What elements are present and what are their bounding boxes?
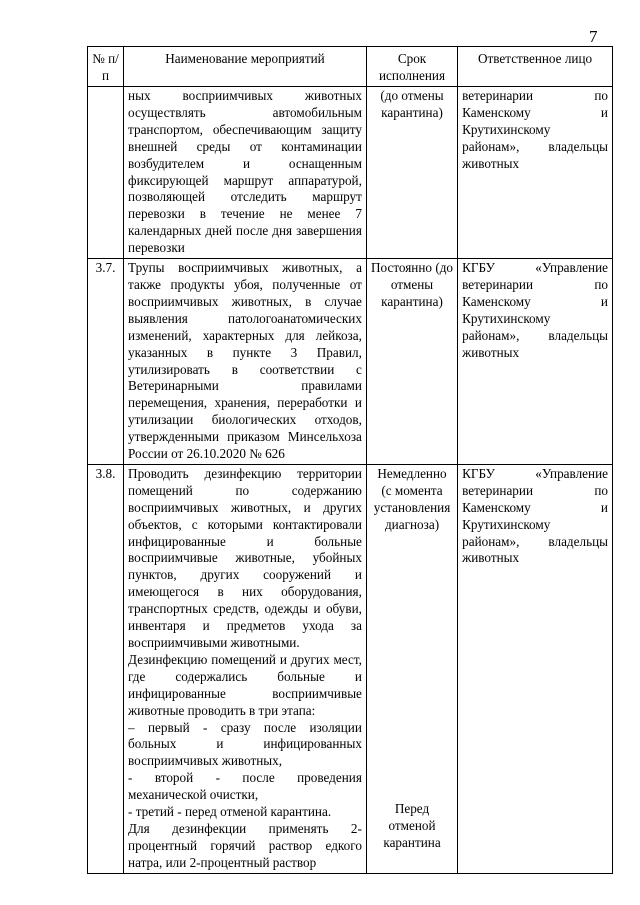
deadline-text-bottom: Перед отменой карантина <box>383 800 441 850</box>
header-deadline: Срок исполнения <box>366 47 457 87</box>
responsible-text: КГБУ «Управление ветеринарии по Каменскому и Крутихинскому районам», владельцы животных <box>458 259 613 465</box>
measure-paragraph: - третий - перед отменой карантина. <box>128 804 332 820</box>
deadline-text: Постоянно (до отмены карантина) <box>366 259 457 465</box>
table-row <box>88 259 613 465</box>
responsible-text: ветеринарии по Каменскому и Крутихинскому районам», владельцы животных <box>458 87 613 259</box>
table-header-row <box>88 47 613 87</box>
header-responsible: Ответственное лицо <box>458 47 613 87</box>
measure-paragraph: - второй - после проведения механической очистки, <box>128 770 362 803</box>
responsible-text: КГБУ «Управление ветеринарии по Каменскому и Крутихинскому районам», владельцы животных <box>458 464 613 873</box>
measures-table <box>87 46 613 874</box>
table-row <box>88 87 613 259</box>
measure-text <box>124 464 367 873</box>
deadline-text: Немедленно (с момента установления диагноза) <box>373 465 451 532</box>
header-measure-name: Наименование мероприятий <box>124 47 367 87</box>
measure-paragraph: Для дезинфекции применять 2-процентный горячий раствор едкого натра, или 2-процентный раствор <box>128 820 362 870</box>
row-number: 3.7. <box>88 259 124 465</box>
table-row <box>88 464 613 873</box>
measure-paragraph: Дезинфекцию помещений и других мест, где содержались больные и инфицированные восприимчивые животные проводить в три этапа: <box>128 651 362 718</box>
page-number: 7 <box>589 27 598 46</box>
row-number <box>88 87 124 259</box>
measure-text: ных восприимчивых животных осуществлять автомобильным транспортом, обеспечивающим защиту внешней среды от контаминации возбудителем и оснащенным фиксирующей маршрут аппаратурой, позволяющей отследить маршрут перевозки в течение не менее 7 календарных дней после дня завершения перевозки <box>124 87 367 259</box>
row-number: 3.8. <box>88 464 124 873</box>
header-number: № п/п <box>88 47 124 87</box>
measure-paragraph: Проводить дезинфекцию территории помещений по содержанию восприимчивых животных, и других объектов, с которыми контактировали инфицированные и больные восприимчивые животные, убойных пунктов, других сооружений и имеющегося в них оборудования, транспортных средств, одежды и обуви, инвентаря и предметов ухода за восприимчивыми животными. <box>128 465 362 650</box>
measure-paragraph: – первый - сразу после изоляции больных и инфицированных восприимчивых животных, <box>128 719 362 769</box>
measure-text: Трупы восприимчивых животных, а также продукты убоя, полученные от восприимчивых животных, в случае выявления патологоанатомических изменений, характерных для лейкоза, указанных в пункте 3 Правил, утилизировать в соответствии с Ветеринарными правилами перемещения, хранения, переработки и утилизации биологических отходов, утвержденными приказом Минсельхоза России от 26.10.2020 № 626 <box>124 259 367 465</box>
deadline-cell <box>366 464 457 873</box>
deadline-text: (до отмены карантина) <box>366 87 457 259</box>
